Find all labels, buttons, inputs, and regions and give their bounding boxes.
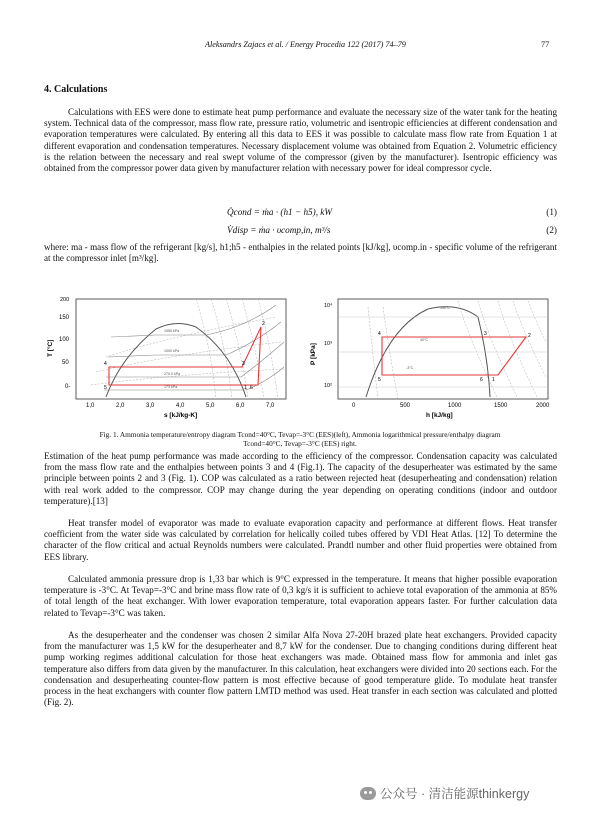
ph-xtick-500: 500 <box>400 403 411 409</box>
section-heading: 4. Calculations <box>44 84 108 95</box>
ph-point-1: 1 <box>492 377 495 383</box>
ts-xtick-2: 2,0 <box>116 403 125 409</box>
ts-isobar-label-4: 173 kPa <box>164 385 178 389</box>
ts-ytick-50: 50 <box>62 360 69 366</box>
ts-point-6: 6 <box>250 385 253 391</box>
ts-xtick-3: 3,0 <box>146 403 155 409</box>
ph-ylabel: P [kPa] <box>310 343 317 365</box>
ph-ytick-3: 10² <box>324 383 332 389</box>
ts-point-1: 1 <box>244 385 247 391</box>
ts-diagram <box>46 297 296 425</box>
ts-xtick-4: 4,0 <box>176 403 185 409</box>
ts-xtick-5: 5,0 <box>206 403 215 409</box>
figure-1 <box>46 297 558 425</box>
equation-2 <box>44 225 557 237</box>
ph-diagram <box>308 297 558 425</box>
ph-point-3: 3 <box>484 331 487 337</box>
equation-2-body: V̇disp = ṁa · υcomp,in, m³/s <box>227 225 331 235</box>
ts-xlabel: s [kJ/kg-K] <box>164 412 198 419</box>
ts-ytick-100: 100 <box>59 337 70 343</box>
ts-point-4: 4 <box>104 361 107 367</box>
paragraph-heat-exchangers: As the desuperheater and the condenser was chosen 2 similar Alfa Nova 27-20H brazed plate heat exchangers. Provided capacity from the manufacturer was 1,5 kW for the desuperheater and 8,7 kW for the condenser. Due to changing conditions during different heat pump working regimes additional calculation for those heat exchangers was made. Obtained mass flow for ammonia and inlet gas temperature also differs from data given by the manufacturer. In this calculation, heat exchangers were divided into 20 sections each. For the condensation and desuperheating counter-flow pattern is most effective because of good temperature glide. To modulate heat transfer process in the heat exchangers with counter flow pattern LMTD method was used. Heat transfer in each section was calculated and plotted (Fig. 2). <box>44 630 557 708</box>
equation-1-body: Q̇cond = ṁa · (h1 − h5), kW <box>227 207 333 217</box>
equation-2-number: (2) <box>546 225 557 235</box>
ts-plot-frame <box>76 299 286 399</box>
ts-point-5: 5 <box>104 385 107 391</box>
ts-isobar-label-1: 1555 kPa <box>164 329 180 333</box>
ts-ytick-top: 200 <box>60 297 70 303</box>
ts-xtick-7: 7,0 <box>266 403 275 409</box>
ph-xtick-1000: 1000 <box>448 403 462 409</box>
ph-isotherm-label-3: -3°C <box>406 366 414 370</box>
ts-xtick-1: 1,0 <box>86 403 95 409</box>
paragraph-estimation: Estimation of the heat pump performance was made according to the efficiency of the compressor. Condensation capacity was calculated from the mass flow rate and the enthalpies between points 3 and 4 (Fig.1). The capacity of the desuperheater was estimated by the same principle between points 2 and 3 (Fig. 1). COP was calculated as a ratio between rejected heat (desuperheating and condensation) relation with real work added to the compressor. COP may change during the year depending on operating conditions (indoor and outdoor temperature).[13] <box>44 451 557 506</box>
where-clause: where: ma - mass flow of the refrigerant [kg/s], h1;h5 - enthalpies in the related points [kJ/kg], υcomp.in - specific volume of the refrigerant at the compressor inlet [m³/kg]. <box>44 242 557 264</box>
ph-ytick-1: 10⁴ <box>324 303 333 309</box>
ph-xtick-2000: 2000 <box>536 403 550 409</box>
page-number: 77 <box>541 40 550 49</box>
ts-point-3: 3 <box>242 361 245 367</box>
ph-point-4: 4 <box>378 331 381 337</box>
ts-ytick-0: 0- <box>65 384 71 390</box>
ts-point-2: 2 <box>262 321 265 327</box>
figure-caption: Fig. 1. Ammonia temperature/entropy diagram Tcond=40°C, Tevap=-3°C (EES)(left), Ammonia logarithmical pressure/enthalpy diagram Tcond=40°C, Tevap=-3°C (EES) right. <box>99 430 501 448</box>
watermark-text: 公众号 · 清洁能源thinkergy <box>380 787 530 801</box>
ph-isotherm-label-1: 190°C <box>440 306 451 310</box>
ph-ytick-2: 10³ <box>324 341 332 347</box>
paragraph-calculations: Calculations with EES were done to estimate heat pump performance and evaluate the necessary size of the water tank for the heating system. Technical data of the compressor, mass flow rate, pressure ratio, volumetric and isentropic efficiencies at different condensation and evaporation temperatures were calculated. By entering all this data to EES it was possible to calculate mass flow rate from Equation 1 at different evaporation and condensation temperatures. Necessary displacement volume was obtained from Equation 2. Volumetric efficiency is the relation between the necessary and real swept volume of the compressor (given by the manufacturer). Isentropic efficiency was obtained from the compressor power data given by manufacturer relation with necessary power for ideal compressor cycle. <box>44 107 557 174</box>
ph-isotherm-label-2: 40°C <box>420 338 429 342</box>
ph-point-2: 2 <box>528 333 531 339</box>
equation-1-number: (1) <box>546 207 557 217</box>
watermark <box>360 784 529 802</box>
paragraph-pressure-drop: Calculated ammonia pressure drop is 1,33 bar which is 9°C expressed in the temperature. It means that higher possible evaporation temperature is -3°C. At Tevap=-3°C and brine mass flow rate of 0,3 kg/s it is sufficient to achieve total evaporation of the ammonia at 85% of total length of the heat exchanger. With lower evaporation temperature, total evaporation appears faster. For further calculation data related to Tevap=-3°C was taken. <box>44 574 557 618</box>
ts-isobar-label-3: 270.0 kPa <box>164 372 181 376</box>
ph-xtick-1500: 1500 <box>494 403 508 409</box>
paragraph-heat-transfer: Heat transfer model of evaporator was made to evaluate evaporation capacity and performance at different flows. Heat transfer coefficient from the water side was calculated by correlation for helically coiled tubes offered by VDI Heat Atlas. [12] To determine the character of the flow critical and actual Reynolds numbers were calculated. Prandtl number and other fluid properties were obtained from EES library. <box>44 518 557 562</box>
ts-ytick-150: 150 <box>59 315 70 321</box>
journal-citation: Aleksandrs Zajacs et al. / Energy Procedia 122 (2017) 74–79 <box>205 40 406 49</box>
ts-ylabel: T [°C] <box>47 339 54 357</box>
ts-xtick-6: 6,0 <box>236 403 245 409</box>
equation-1 <box>44 207 557 219</box>
ph-point-5: 5 <box>378 377 381 383</box>
ph-xtick-0: 0 <box>352 403 356 409</box>
wechat-icon <box>360 787 376 800</box>
ph-xlabel: h [kJ/kg] <box>426 412 453 419</box>
ts-isobar-label-2: 1000 kPa <box>164 349 180 353</box>
ph-point-6: 6 <box>480 377 483 383</box>
